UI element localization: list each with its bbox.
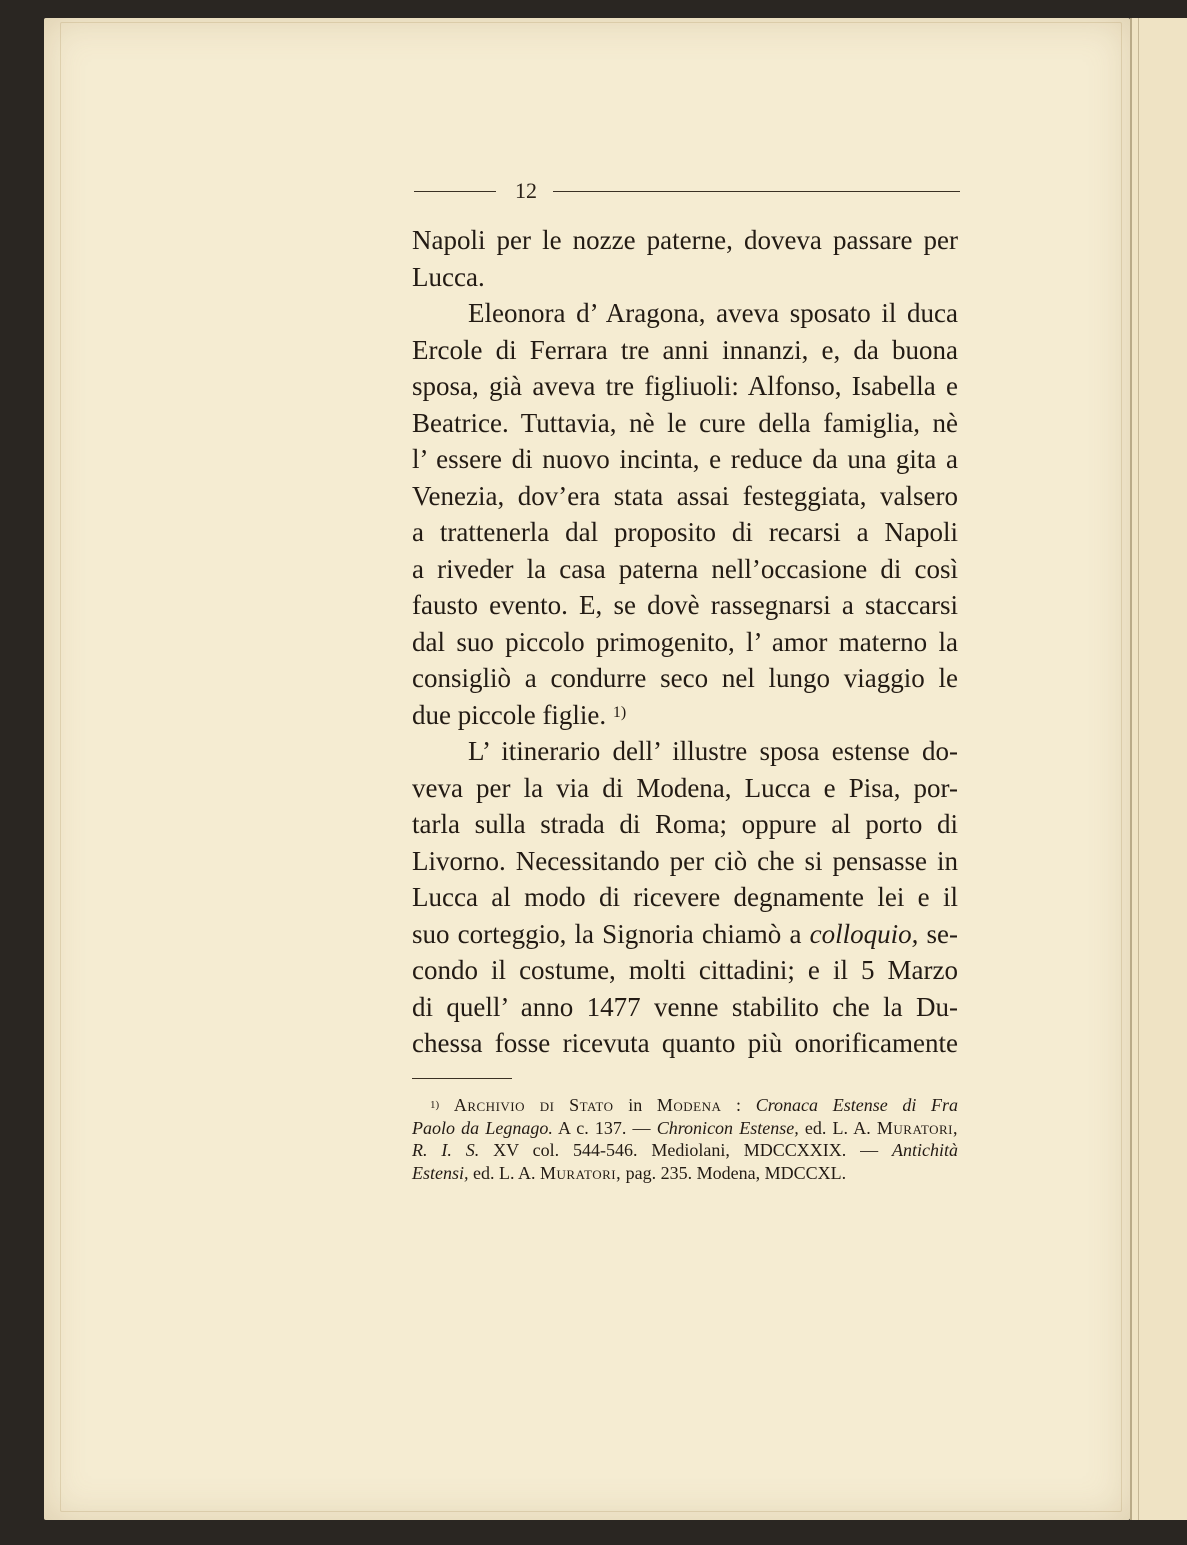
text-line: tarla sulla strada di Roma; oppure al porto di: [412, 809, 958, 839]
header-rule-right: [553, 191, 960, 192]
text-line: fausto evento. E, se dovè rassegnarsi a staccarsi: [412, 590, 958, 620]
body-text: [412, 222, 958, 1062]
footnote-reference[interactable]: 1): [612, 703, 627, 721]
text-fragment: ed. L. A.: [473, 1162, 536, 1183]
text-line: a riveder la casa paterna nell’occasione di così: [412, 553, 958, 584]
italic-word: colloquio,: [809, 918, 919, 949]
italic-text: Paolo da Legnago.: [412, 1117, 553, 1138]
sc-text: Muratori,: [540, 1162, 622, 1183]
text-line: [412, 916, 958, 953]
italic-text: R. I. S.: [412, 1140, 480, 1160]
text-line: dal suo piccolo primogenito, l’ amor materno la: [412, 626, 958, 657]
text-line: Livorno. Necessitando per ciò che si pensasse in: [412, 845, 958, 876]
text-line: [412, 697, 958, 734]
italic-text: Estensi,: [412, 1162, 469, 1183]
text-line: Beatrice. Tuttavia, nè le cure della famiglia, nè: [412, 407, 958, 438]
text-fragment: due piccole figlie.: [412, 699, 607, 730]
italic-text: Antichità: [892, 1140, 958, 1160]
footnote-line: $^{1)}$ Archivio di Stato in Modena : Cronaca Estense di Fra: [430, 1095, 959, 1115]
text-fragment: pag. 235. Modena, MDCCXL.: [625, 1162, 847, 1183]
footnote-line: [412, 1139, 958, 1162]
running-header: [414, 178, 960, 202]
text-line: Eleonora d’ Aragona, aveva sposato il duca: [468, 298, 958, 328]
text-line: chessa fosse ricevuta quanto più onorificamente: [412, 1028, 958, 1058]
footnote: [412, 1094, 958, 1184]
sc-text: Modena: [656, 1095, 722, 1115]
footnote-line: [412, 1162, 958, 1185]
sc-text: Muratori,: [876, 1117, 959, 1138]
footnote-marker: 1): [430, 1099, 440, 1111]
text-line: sposa, già aveva tre figliuoli: Alfonso, Isabella e: [412, 371, 958, 401]
text-line: Lucca.: [412, 261, 485, 292]
text-fragment: ed. L. A.: [804, 1117, 871, 1138]
italic-text: Chronicon Estense,: [656, 1117, 799, 1138]
sc-text: di: [539, 1095, 555, 1115]
gutter-line: [1138, 18, 1139, 1520]
footnote-line: [412, 1117, 958, 1140]
text-line: Lucca al modo di ricevere degnamente lei e il: [412, 882, 958, 912]
text-line: a trattenerla dal proposito di recarsi a Napoli: [412, 517, 958, 547]
text-line: Venezia, dov’era stata assai festeggiata, valsero: [412, 480, 958, 511]
text-line: veva per la via di Modena, Lucca e Pisa, por-: [412, 772, 958, 803]
text-fragment: XV col. 544-546. Mediolani, MDCCXXIX. —: [493, 1140, 879, 1160]
facing-page-edge: [1130, 18, 1187, 1520]
text-line: di quell’ anno 1477 venne stabilito che la Du-: [412, 991, 958, 1022]
italic-text: Cronaca Estense di Fra: [755, 1095, 959, 1115]
footnote-rule: [412, 1078, 512, 1079]
header-rule-left: [414, 191, 496, 192]
sc-text: Stato: [569, 1095, 614, 1115]
page-number: 12: [515, 178, 537, 203]
text-fragment: suo corteggio, la Signoria chiamò a: [412, 918, 802, 949]
text-line: Ercole di Ferrara tre anni innanzi, e, da buona: [412, 334, 958, 365]
text-line: consigliò a condurre seco nel lungo viaggio le: [412, 663, 958, 693]
text-line: L’ itinerario dell’ illustre sposa estense do-: [468, 736, 958, 766]
text-fragment: A c. 137. —: [558, 1117, 651, 1138]
text-line: Napoli per le nozze paterne, doveva passare per: [412, 225, 958, 255]
sc-text: Archivio: [453, 1095, 526, 1115]
text-line: condo il costume, molti cittadini; e il 5 Marzo: [412, 955, 958, 985]
text-fragment: se-: [926, 918, 959, 949]
text-fragment: in: [628, 1095, 643, 1115]
text-line: l’ essere di nuovo incinta, e reduce da una gita a: [412, 444, 958, 474]
